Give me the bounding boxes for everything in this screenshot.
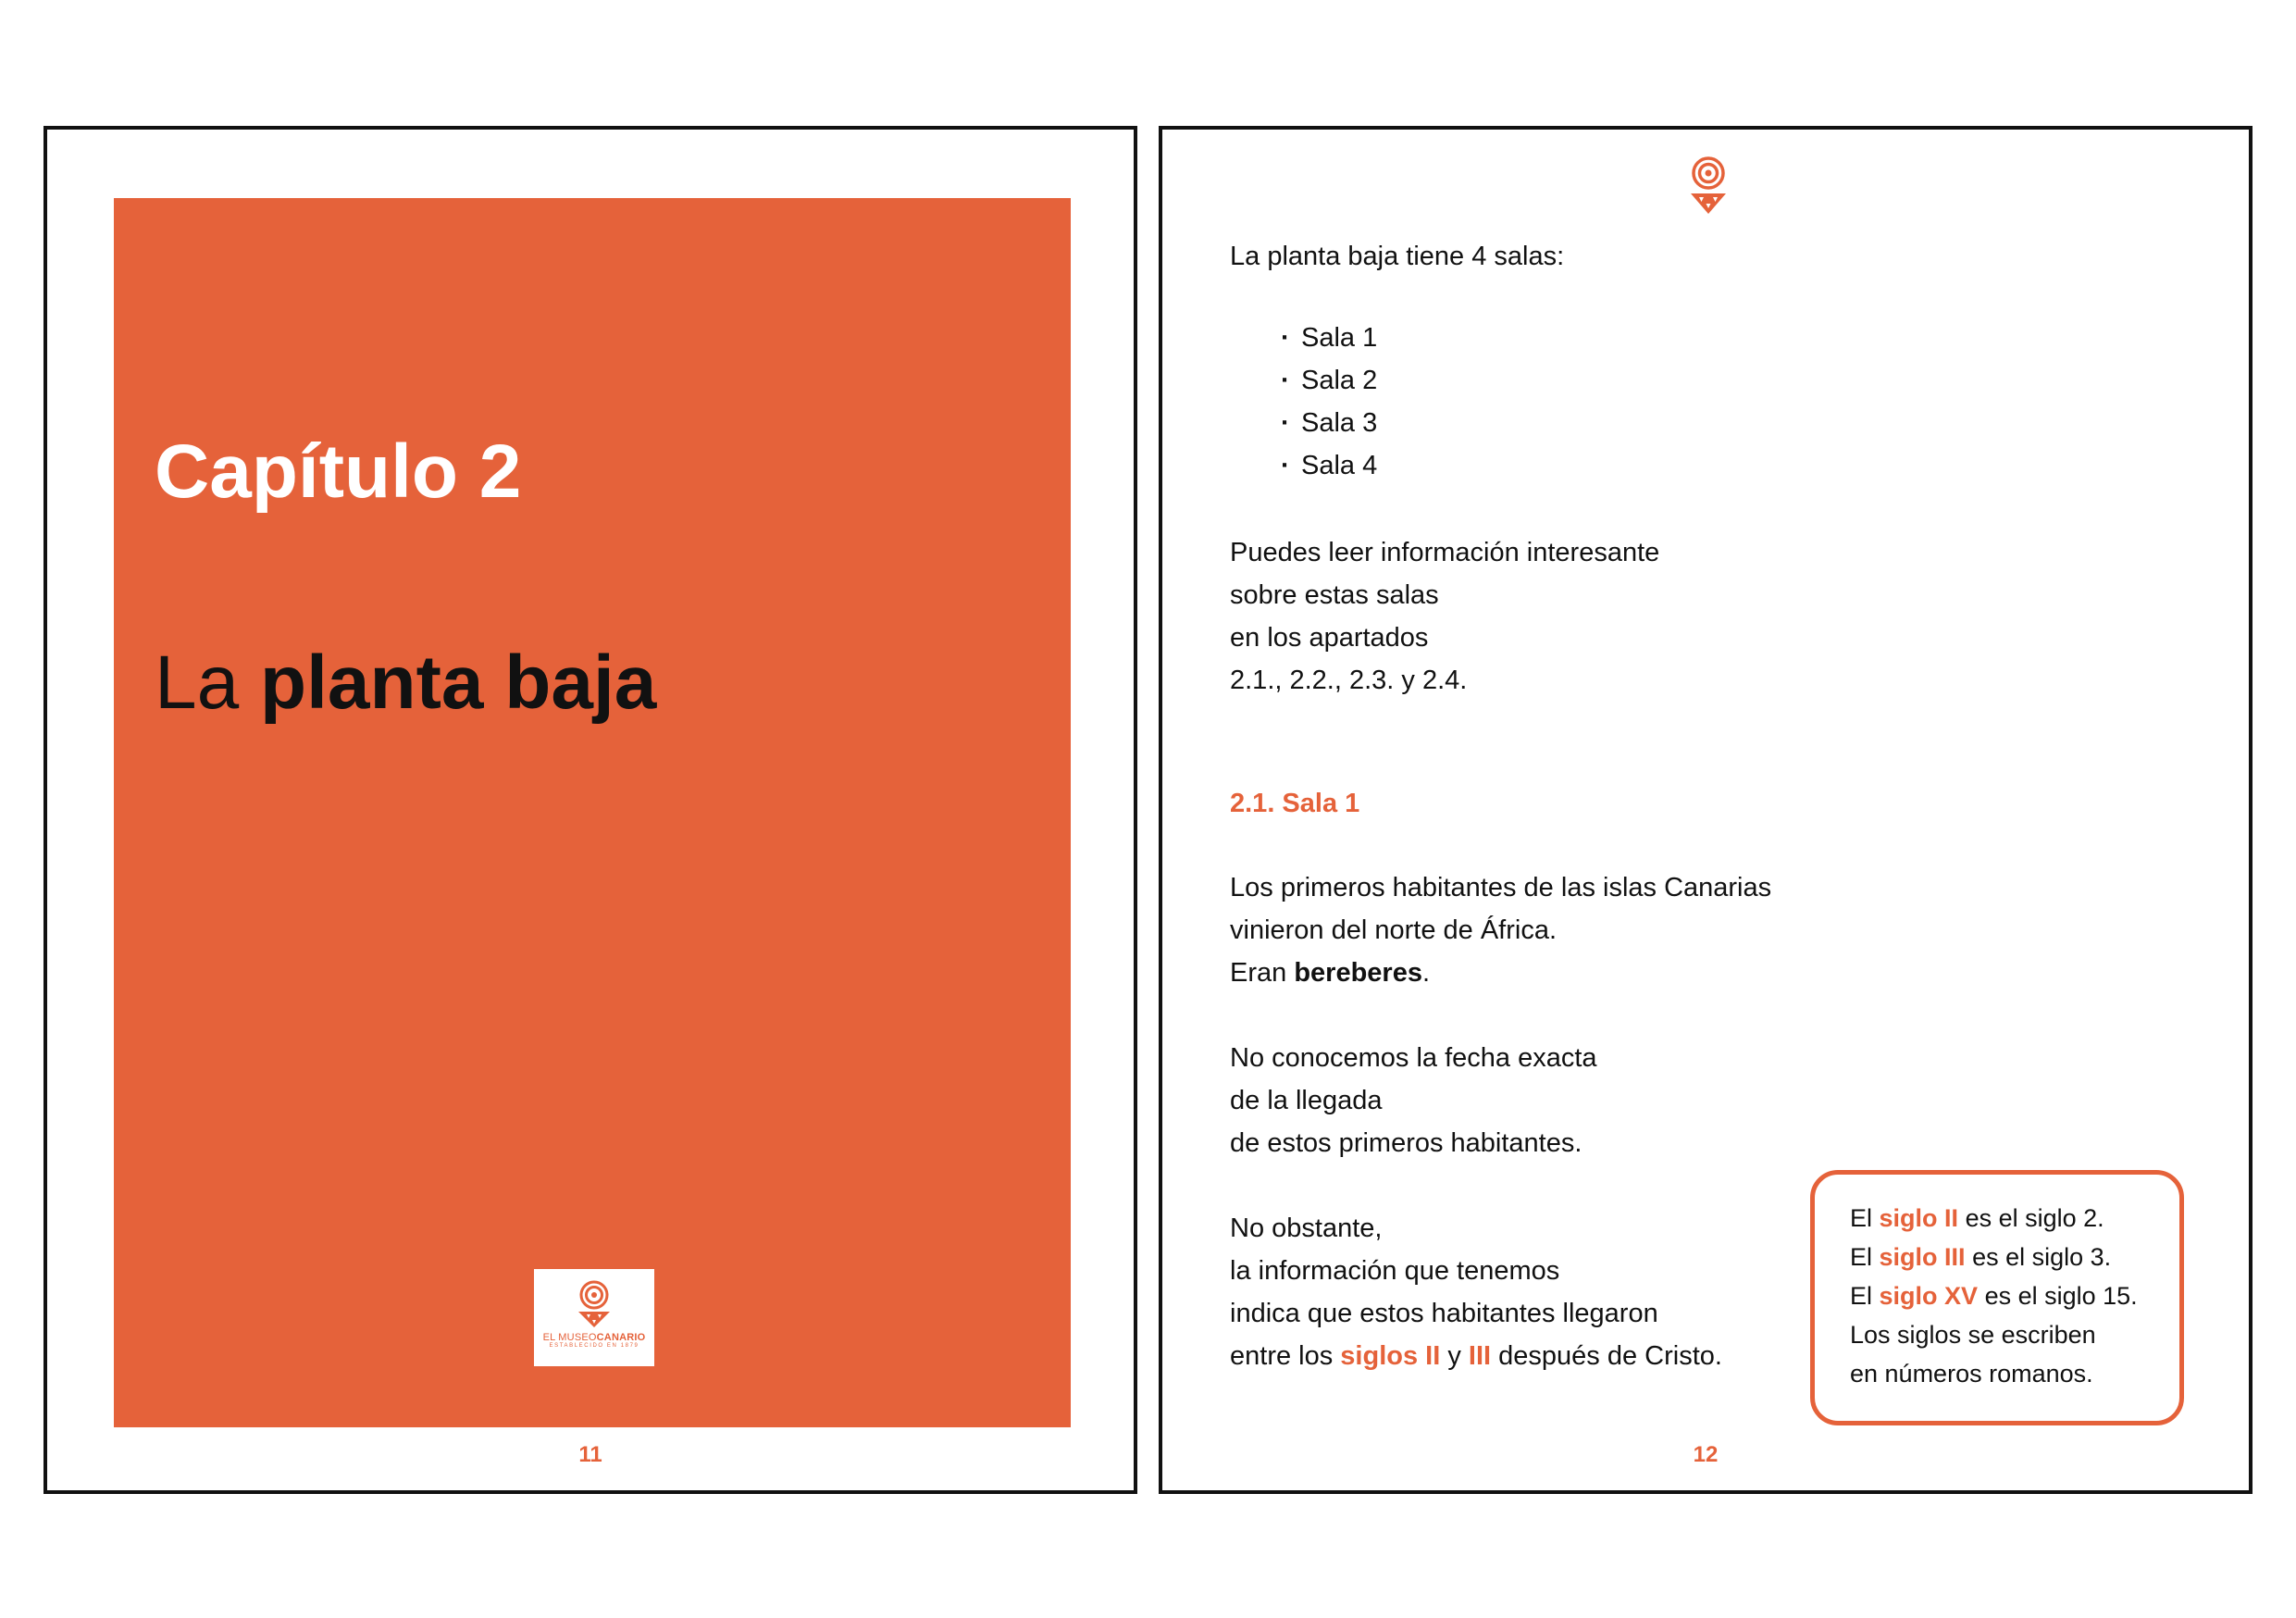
logo-name-prefix: EL MUSEO [542, 1332, 597, 1343]
bold-term: bereberes [1294, 958, 1422, 988]
note-box [1810, 1170, 2184, 1425]
text-fragment: es el siglo 15. [1984, 1282, 2138, 1310]
highlight-term: siglo XV [1879, 1282, 1979, 1310]
text-fragment: es el siglo 3. [1972, 1243, 2112, 1271]
paragraph-line: vinieron del norte de África. [1230, 915, 1558, 945]
text-fragment: y [1447, 1341, 1461, 1371]
list-item: · Sala 4 [1281, 444, 1377, 487]
note-line: en números romanos. [1850, 1360, 2093, 1388]
info-line: sobre estas salas [1230, 580, 1439, 610]
list-item: · Sala 3 [1281, 402, 1377, 444]
room-list [1281, 317, 1377, 487]
info-paragraph [1230, 531, 1659, 702]
highlight-term: siglo III [1879, 1243, 1966, 1271]
paragraph-line: No conocemos la fecha exacta [1230, 1043, 1597, 1073]
intro-text: La planta baja tiene 4 salas: [1230, 242, 1565, 271]
chapter-title: Capítulo 2 [155, 429, 522, 514]
museum-logo-icon [1690, 156, 1727, 216]
paragraph-line: Los primeros habitantes de las islas Canarias [1230, 873, 1772, 902]
section-title-prefix: La [155, 641, 240, 725]
text-fragment: es el siglo 2. [1965, 1204, 2104, 1232]
logo-name [534, 1332, 654, 1343]
info-line: en los apartados [1230, 623, 1429, 653]
chapter-cover [114, 198, 1071, 1427]
highlight-term: III [1468, 1341, 1492, 1371]
paragraph-line: de estos primeros habitantes. [1230, 1128, 1582, 1158]
list-item: · Sala 1 [1281, 317, 1377, 359]
paragraph-line [1230, 952, 1771, 994]
museum-logo-icon [573, 1280, 615, 1328]
list-item: · Sala 2 [1281, 359, 1377, 402]
info-line: 2.1., 2.2., 2.3. y 2.4. [1230, 666, 1468, 695]
page-left [43, 126, 1137, 1494]
logo-subtitle: ESTABLECIDO EN 1879 [549, 1343, 639, 1350]
paragraph-line: indica que estos habitantes llegaron [1230, 1299, 1658, 1328]
paragraph-line: la información que tenemos [1230, 1256, 1560, 1286]
info-line: Puedes leer información interesante [1230, 538, 1660, 567]
paragraph-line: No obstante, [1230, 1214, 1383, 1243]
section-title-bold: planta baja [260, 641, 657, 725]
paragraph-centuries [1230, 1207, 1722, 1377]
text-fragment: El [1850, 1282, 1873, 1310]
note-line [1850, 1238, 2179, 1276]
text-fragment: El [1850, 1243, 1873, 1271]
paragraph-origins [1230, 866, 1771, 994]
museum-logo [534, 1269, 654, 1366]
page-right [1159, 126, 2253, 1494]
section-title [155, 641, 657, 725]
text-fragment: después de Cristo. [1498, 1341, 1722, 1371]
highlight-term: siglos II [1340, 1341, 1441, 1371]
text-fragment: entre los [1230, 1341, 1334, 1371]
paragraph-arrival [1230, 1037, 1597, 1164]
paragraph-line [1230, 1335, 1722, 1377]
text-fragment: El [1850, 1204, 1873, 1232]
text-fragment: . [1421, 958, 1431, 988]
logo-name-bold: CANARIO [596, 1332, 646, 1343]
note-line [1850, 1276, 2179, 1315]
note-line: Los siglos se escriben [1850, 1321, 2096, 1349]
paragraph-line: de la llegada [1230, 1086, 1383, 1115]
subheading: 2.1. Sala 1 [1230, 789, 1360, 818]
page-number: 11 [578, 1442, 602, 1467]
highlight-term: siglo II [1879, 1204, 1959, 1232]
note-line [1850, 1199, 2179, 1238]
page-number: 12 [1693, 1442, 1719, 1467]
text-fragment: Eran [1230, 958, 1287, 988]
